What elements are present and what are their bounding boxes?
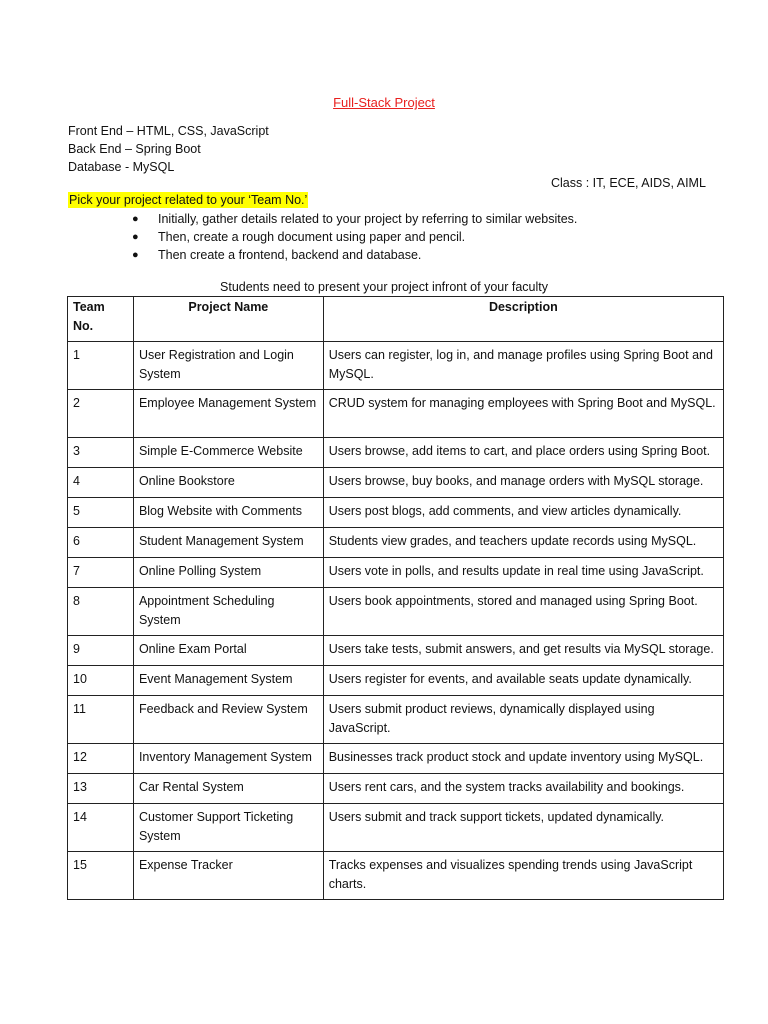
project-name-cell: Expense Tracker xyxy=(133,852,323,900)
team-no-cell: 4 xyxy=(68,468,134,498)
description-cell: Businesses track product stock and update inventory using MySQL. xyxy=(323,744,723,774)
list-item-text: Then, create a rough document using paper and pencil. xyxy=(158,230,466,244)
table-row xyxy=(68,438,724,468)
description-cell: Users register for events, and available seats update dynamically. xyxy=(323,666,723,696)
project-name-cell: Feedback and Review System xyxy=(133,696,323,744)
team-no-cell: 6 xyxy=(68,528,134,558)
team-no-cell: 15 xyxy=(68,852,134,900)
team-no-cell: 3 xyxy=(68,438,134,468)
team-no-cell: 8 xyxy=(68,588,134,636)
team-instruction-highlight: Pick your project related to your ‘Team No.’ xyxy=(69,193,308,207)
project-name-cell: Event Management System xyxy=(133,666,323,696)
project-name-cell: Blog Website with Comments xyxy=(133,498,323,528)
description-cell: Users take tests, submit answers, and get results via MySQL storage. xyxy=(323,636,723,666)
document-title: Full-Stack Project xyxy=(333,95,435,110)
description-cell: Users can register, log in, and manage profiles using Spring Boot and MySQL. xyxy=(323,342,723,390)
project-name-cell: Simple E-Commerce Website xyxy=(133,438,323,468)
project-name-cell: Customer Support Ticketing System xyxy=(133,804,323,852)
team-no-cell: 10 xyxy=(68,666,134,696)
table-row xyxy=(68,852,724,900)
bullet-icon: ● xyxy=(132,249,139,261)
list-item xyxy=(132,210,577,228)
bullet-icon: ● xyxy=(132,231,139,243)
table-row xyxy=(68,804,724,852)
table-row xyxy=(68,390,724,438)
back-end-line: Back End – Spring Boot xyxy=(68,142,201,156)
table-header-row xyxy=(68,297,724,342)
header-team-no: Team No. xyxy=(68,297,134,342)
table-row xyxy=(68,636,724,666)
description-cell: Users book appointments, stored and managed using Spring Boot. xyxy=(323,588,723,636)
table-row xyxy=(68,696,724,744)
description-cell: Users browse, buy books, and manage orders with MySQL storage. xyxy=(323,468,723,498)
description-cell: Users submit product reviews, dynamically displayed using JavaScript. xyxy=(323,696,723,744)
table-row xyxy=(68,468,724,498)
team-no-cell: 13 xyxy=(68,774,134,804)
presentation-note: Students need to present your project infront of your faculty xyxy=(220,280,548,294)
project-name-cell: Online Bookstore xyxy=(133,468,323,498)
team-no-cell: 5 xyxy=(68,498,134,528)
description-cell: Users browse, add items to cart, and place orders using Spring Boot. xyxy=(323,438,723,468)
header-description: Description xyxy=(323,297,723,342)
table-row xyxy=(68,342,724,390)
table-row xyxy=(68,528,724,558)
team-no-cell: 14 xyxy=(68,804,134,852)
description-cell: Users submit and track support tickets, updated dynamically. xyxy=(323,804,723,852)
table-row xyxy=(68,774,724,804)
description-cell: CRUD system for managing employees with Spring Boot and MySQL. xyxy=(323,390,723,438)
table-row xyxy=(68,666,724,696)
project-name-cell: Employee Management System xyxy=(133,390,323,438)
project-name-cell: Car Rental System xyxy=(133,774,323,804)
project-name-cell: Inventory Management System xyxy=(133,744,323,774)
tech-stack xyxy=(68,122,269,176)
description-cell: Users rent cars, and the system tracks availability and bookings. xyxy=(323,774,723,804)
table-row xyxy=(68,744,724,774)
table-row xyxy=(68,498,724,528)
description-cell: Users vote in polls, and results update in real time using JavaScript. xyxy=(323,558,723,588)
team-no-cell: 9 xyxy=(68,636,134,666)
description-cell: Students view grades, and teachers update records using MySQL. xyxy=(323,528,723,558)
database-line: Database - MySQL xyxy=(68,160,175,174)
list-item-text: Initially, gather details related to your project by referring to similar websites. xyxy=(158,212,578,226)
project-name-cell: Student Management System xyxy=(133,528,323,558)
team-no-cell: 1 xyxy=(68,342,134,390)
project-name-cell: User Registration and Login System xyxy=(133,342,323,390)
instruction-list xyxy=(132,210,577,264)
list-item xyxy=(132,228,577,246)
team-no-cell: 2 xyxy=(68,390,134,438)
description-cell: Users post blogs, add comments, and view articles dynamically. xyxy=(323,498,723,528)
project-name-cell: Online Polling System xyxy=(133,558,323,588)
team-no-cell: 7 xyxy=(68,558,134,588)
table-row xyxy=(68,558,724,588)
project-name-cell: Appointment Scheduling System xyxy=(133,588,323,636)
project-name-cell: Online Exam Portal xyxy=(133,636,323,666)
table-row xyxy=(68,588,724,636)
list-item xyxy=(132,246,577,264)
list-item-text: Then create a frontend, backend and database. xyxy=(158,248,422,262)
class-line: Class : IT, ECE, AIDS, AIML xyxy=(551,176,706,190)
description-cell: Tracks expenses and visualizes spending trends using JavaScript charts. xyxy=(323,852,723,900)
header-project-name: Project Name xyxy=(133,297,323,342)
bullet-icon: ● xyxy=(132,213,139,225)
projects-table xyxy=(67,296,724,900)
team-no-cell: 12 xyxy=(68,744,134,774)
team-no-cell: 11 xyxy=(68,696,134,744)
front-end-line: Front End – HTML, CSS, JavaScript xyxy=(68,124,269,138)
